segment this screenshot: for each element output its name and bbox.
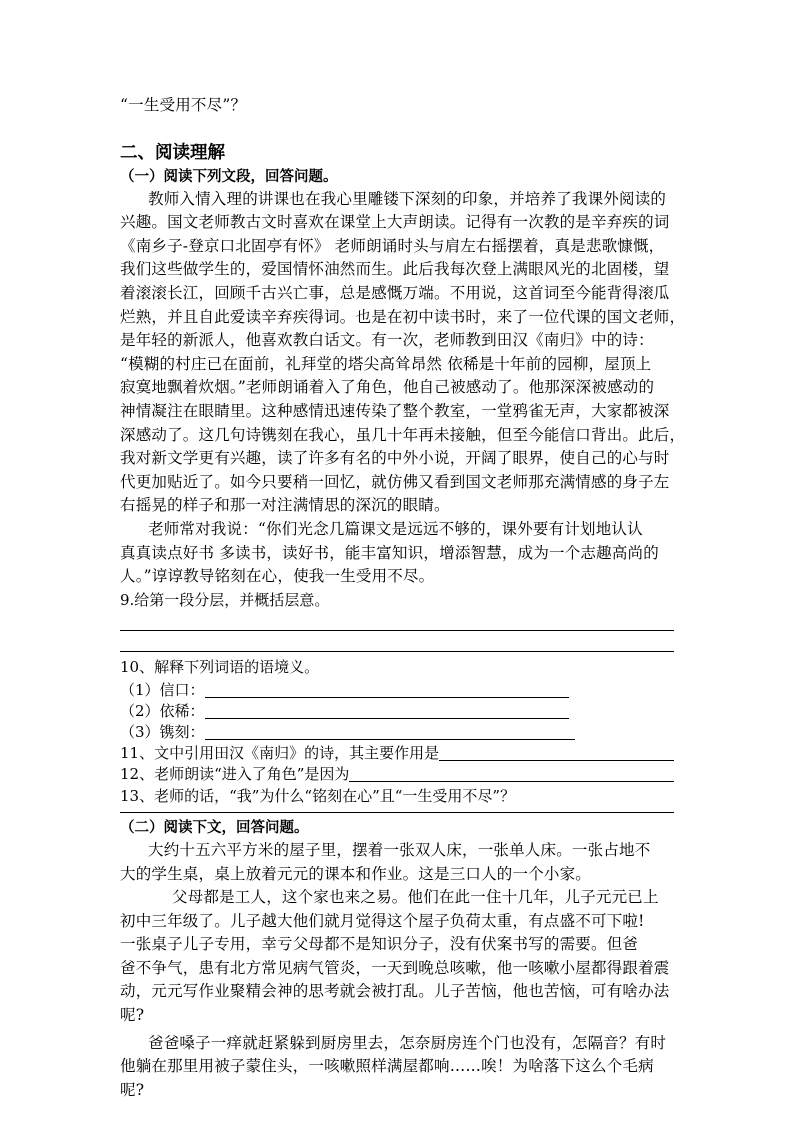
text-line: 寂寞地飘着炊烟。”老师朗诵着入了角色，他自己被感动了。他那深深被感动的	[120, 378, 655, 397]
answer-line-q9-1[interactable]	[120, 612, 674, 631]
text-line: 兴趣。国文老师教古文时喜欢在课堂上大声朗读。记得有一次教的是辛弃疾的词	[120, 213, 670, 232]
text-line: 烂熟，并且自此爱读辛弃疾得词。也是在初中读书时，来了一位代课的国文老师，	[120, 307, 686, 326]
answer-blank-q10-2[interactable]	[205, 703, 569, 719]
text-line: 一张桌子儿子专用，幸亏父母都不是知识分子，没有伏案书写的需要。但爸	[120, 935, 639, 954]
q10-item-label: （2）依稀：	[120, 701, 205, 720]
answer-blank-q11[interactable]	[439, 745, 674, 761]
question-11-text: 11、文中引用田汉《南归》的诗，其主要作用是	[120, 743, 440, 762]
text-line: 父母都是工人，这个家也来之易。他们在此一住十几年，儿子元元已上	[172, 888, 659, 907]
q10-item-1	[120, 680, 674, 701]
part2-heading: （二）阅读下文，回答问题。	[120, 819, 309, 836]
text-line: 呢?	[120, 1006, 145, 1025]
text-line: 教师入情入理的讲课也在我心里雕镂下深刻的印象，并培养了我课外阅读的	[148, 189, 667, 208]
text-line: 我们这些做学生的，爱国情怀油然而生。此后我每次登上满眼风光的北固楼，望	[120, 260, 670, 279]
answer-line-q13[interactable]	[120, 808, 674, 813]
continued-question-text: “一生受用不尽”？	[120, 96, 247, 114]
document-page	[120, 88, 686, 1102]
part1-paragraph-2	[120, 518, 674, 589]
text-line: 代更加贴近了。如今只要稍一回忆，就仿佛又看到国文老师那充满情感的身子左	[120, 472, 670, 491]
text-line: 他躺在那里用被子蒙住头，一咳嗽照样满屋都响……唉！为啥落下这么个毛病	[120, 1057, 654, 1076]
section-title-reading: 二、阅读理解	[120, 142, 225, 163]
question-12-text: 12、老师朗读“进入了角色”是因为	[120, 764, 350, 783]
text-line: 神情凝注在眼睛里。这种感情迅速传染了整个教室，一堂鸦雀无声，大家都被深	[120, 401, 670, 420]
q10-item-label: （1）信口：	[120, 680, 205, 699]
text-line: 动，元元写作业聚精会神的思考就会被打乱。儿子苦恼，他也苦恼，可有啥办法	[120, 982, 670, 1001]
answer-blank-q10-1[interactable]	[205, 682, 569, 698]
text-line: 真真读点好书 多读书，读好书，能丰富知识，增添智慧，成为一个志趣高尚的	[120, 543, 659, 562]
q10-item-3	[120, 722, 674, 743]
text-line: 大约十五六平方米的屋子里，摆着一张双人床，一张单人床。一张占地不	[148, 840, 651, 859]
text-line: 着滚滚长江，回顾千古兴亡事，总是感慨万端。不用说，这首词至今能背得滚瓜	[120, 283, 670, 302]
text-line: 呢?	[120, 1080, 145, 1099]
part2-paragraph-3	[120, 933, 674, 1027]
part2-paragraph-1	[120, 839, 674, 886]
part2-paragraph-2	[120, 886, 674, 933]
text-line: 初中三年级了。儿子越大他们就月觉得这个屋子负荷太重，有点盛不可下啦!	[120, 911, 645, 930]
answer-blank-q10-3[interactable]	[205, 724, 575, 740]
text-line: 右摇晃的样子和那一对注满情思的深沉的眼睛。	[120, 496, 450, 515]
part2-paragraph-4	[120, 1032, 674, 1103]
q10-item-label: （3）镌刻：	[120, 722, 205, 741]
answer-line-q9-2[interactable]	[120, 631, 674, 652]
q10-item-2	[120, 701, 674, 722]
text-line: 我对新文学更有兴趣，读了许多有名的中外小说，开阔了眼界，使自己的心与时	[120, 449, 670, 468]
question-10: 10、解释下列词语的语境义。	[120, 658, 320, 677]
text-line: 老师常对我说：“你们光念几篇课文是远远不够的，课外要有计划地认认	[148, 519, 643, 538]
text-line: 爸爸嗓子一痒就赶紧躲到厨房里去，怎奈厨房连个门也没有，怎隔音？有时	[148, 1033, 667, 1052]
question-13: 13、老师的话，“我”为什么“铭刻在心”且“一生受用不尽”？	[120, 786, 516, 805]
question-11	[120, 743, 674, 764]
text-line: “模糊的村庄已在面前，礼拜堂的塔尖高耸昂然 依稀是十年前的园柳，屋顶上	[120, 354, 652, 373]
text-line: 人。”谆谆教导铭刻在心，使我一生受用不尽。	[120, 567, 435, 586]
text-line: 爸不争气，患有北方常见病气管炎，一天到晚总咳嗽，他一咳嗽小屋都得跟着震	[120, 958, 670, 977]
part1-heading: （一）阅读下列文段，回答问题。	[120, 168, 338, 185]
question-9: 9.给第一段分层，并概括层意。	[120, 590, 330, 609]
text-line: 《南乡子-登京口北固亭有怀》 老师朗诵时头与肩左右摇摆着，真是悲歌慷慨，	[120, 236, 665, 255]
text-line: 深感动了。这几句诗镌刻在我心，虽几十年再未接触，但至今能信口背出。此后，	[120, 425, 686, 444]
part1-paragraph-1	[120, 188, 686, 518]
answer-blank-q12[interactable]	[349, 766, 674, 782]
question-12	[120, 764, 674, 785]
text-line: 是年轻的新派人，他喜欢教白话文。有一次，老师教到田汉《南归》中的诗：	[120, 331, 654, 350]
text-line: 大的学生桌，桌上放着元元的课本和作业。这是三口人的一个小家。	[120, 864, 592, 883]
